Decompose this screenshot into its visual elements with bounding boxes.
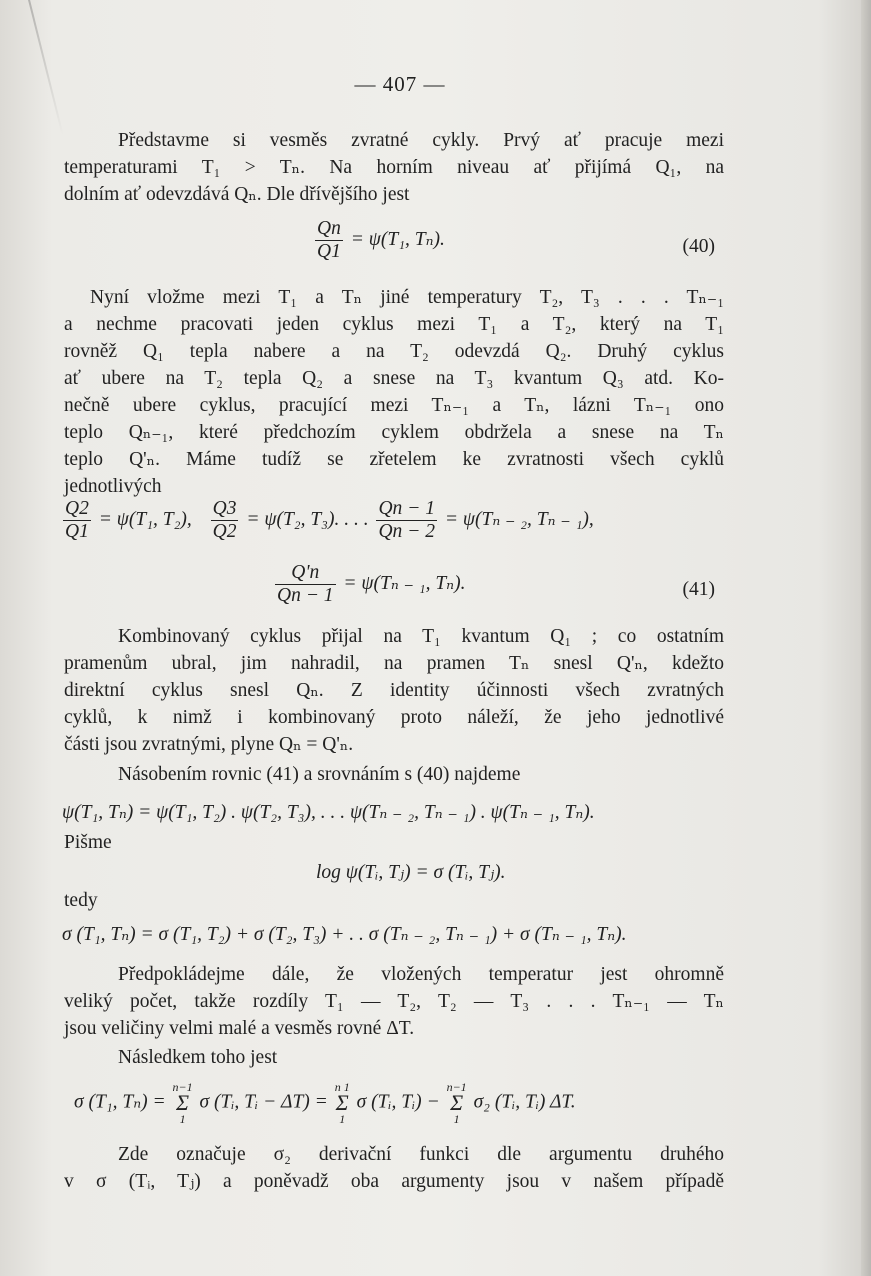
numerator: Qn (317, 218, 341, 239)
text-line: rovněž Q₁ tepla nabere a na T₂ odevzdá Q₂. Druhý cyklus (64, 341, 724, 362)
text-line: nečně ubere cyklus, pracující mezi Tₙ₋₁ a Tₙ, lázni Tₙ₋₁ ono (64, 395, 724, 416)
text-line: Zde označuje σ₂ derivační funkci dle argumentu druhého (118, 1144, 724, 1165)
summation (335, 1080, 350, 1126)
equation-number: (41) (682, 579, 715, 600)
paper-crease (28, 0, 64, 136)
sum-upper: n 1 (334, 1080, 350, 1094)
sum-upper: n−1 (172, 1080, 193, 1094)
equation-rhs: = ψ(Tₙ ₋ ₁, Tₙ). (343, 572, 466, 594)
text-line: pramenům ubral, jim nahradil, na pramen Tₙ snesl Q'ₙ, kdežto (64, 653, 724, 674)
denominator: Qn − 1 (277, 585, 334, 606)
text-line: Představme si vesměs zvratné cykly. Prvý ať pracuje mezi (118, 130, 724, 151)
text-line: teplo Q'ₙ. Máme tudíž se zřetelem ke zvratnosti všech cyklů (64, 449, 724, 470)
text-line: jsou veličiny velmi malé a vesměs rovné ΔT. (64, 1018, 415, 1039)
sum-lower: 1 (453, 1112, 460, 1126)
fraction (211, 498, 239, 543)
denominator: Qn − 2 (378, 521, 435, 542)
equation-product: ψ(T₁, Tₙ) = ψ(T₁, T₂) . ψ(T₂, T₃), . . . ψ(Tₙ ₋ ₂, Tₙ ₋ ₁) . ψ(Tₙ ₋ ₁, Tₙ). (62, 802, 595, 823)
sigma-symbol: Σ (335, 1090, 349, 1115)
sum-upper: n−1 (446, 1080, 467, 1094)
denominator: Q1 (317, 241, 341, 262)
denominator: Q1 (65, 521, 89, 542)
text-line: cyklů, k nimž i kombinovaný proto náleží, že jeho jednotlivé (64, 707, 724, 728)
summation (173, 1080, 193, 1126)
equation-rhs: = ψ(Tₙ ₋ ₂, Tₙ ₋ ₁), (444, 508, 594, 530)
text-line: Kombinovaný cyklus přijal na T₁ kvantum Q₁ ; co ostatním (118, 626, 724, 647)
sigma-symbol: Σ (450, 1090, 464, 1115)
equation-log: log ψ(Tᵢ, Tⱼ) = σ (Tᵢ, Tⱼ). (316, 862, 506, 883)
equation-41 (272, 562, 465, 607)
text-line: v σ (Tᵢ, Tⱼ) a poněvadž oba argumenty jsou v našem případě (64, 1171, 724, 1192)
denominator: Q2 (212, 521, 237, 542)
summation (447, 1080, 467, 1126)
equation-sigma: σ (T₁, Tₙ) = σ (T₁, T₂) + σ (T₂, T₃) + . . σ (Tₙ ₋ ₂, Tₙ ₋ ₁) + σ (Tₙ ₋ ₁, Tₙ). (62, 924, 627, 945)
text-line: Pišme (64, 832, 112, 853)
equation-chain (60, 498, 594, 543)
sum-term: σ (Tᵢ, Tᵢ) − (356, 1091, 440, 1113)
sum-term: σ (Tᵢ, Tᵢ − ΔT) = (199, 1091, 328, 1113)
equation-sum (74, 1080, 576, 1126)
text-line: teplo Qₙ₋₁, které předchozím cyklem obdržela a snese na Tₙ (64, 422, 724, 443)
text-line: části jsou zvratnými, plyne Qₙ = Q'ₙ. (64, 734, 354, 755)
text-line: Následkem toho jest (118, 1047, 278, 1068)
numerator: Q2 (65, 498, 89, 519)
text-line: Násobením rovnic (41) a srovnáním s (40) najdeme (118, 764, 521, 785)
numerator: Q'n (275, 562, 336, 585)
numerator: Q3 (212, 498, 237, 519)
equation-rhs: = ψ(T₂, T₃). . . . (246, 508, 369, 530)
page-number: — 407 — (354, 72, 446, 96)
fraction (275, 562, 336, 607)
numerator: Qn − 1 (378, 498, 435, 519)
text-line: dolním ať odevzdává Qₙ. Dle dřívějšího jest (64, 184, 410, 205)
fraction (315, 218, 343, 263)
equation-number: (40) (682, 236, 715, 257)
fraction (376, 498, 437, 543)
text-line: veliký počet, takže rozdíly T₁ — T₂, T₂ — T₃ . . . Tₙ₋₁ — Tₙ (64, 991, 724, 1012)
text-line: temperaturami T₁ > Tₙ. Na horním niveau ať přijímá Q₁, na (64, 157, 724, 178)
fraction (63, 498, 91, 543)
equation-rhs: = ψ(T₁, Tₙ). (350, 228, 445, 250)
text-line: direktní cyklus snesl Qₙ. Z identity účinnosti všech zvratných (64, 680, 724, 701)
text-line: a nechme pracovati jeden cyklus mezi T₁ a T₂, který na T₁ (64, 314, 724, 335)
text-line: Nyní vložme mezi T₁ a Tₙ jiné temperatury T₂, T₃ . . . Tₙ₋₁ (90, 287, 724, 308)
sum-lower: 1 (339, 1112, 346, 1126)
sigma-symbol: Σ (176, 1090, 190, 1115)
text-line: ať ubere na T₂ tepla Q₂ a snese na T₃ kvantum Q₃ atd. Ko- (64, 368, 724, 389)
equation-rhs: = ψ(T₁, T₂), (98, 508, 192, 530)
equation-40 (312, 218, 445, 263)
equation-lhs: σ (T₁, Tₙ) = (74, 1091, 166, 1113)
sum-lower: 1 (179, 1112, 186, 1126)
sum-term: σ₂ (Tᵢ, Tᵢ) ΔT. (473, 1091, 576, 1113)
text-line: Předpokládejme dále, že vložených temperatur jest ohromně (118, 964, 724, 985)
text-line: jednotlivých (64, 476, 162, 497)
text-line: tedy (64, 890, 98, 911)
page-edge (861, 0, 871, 1276)
